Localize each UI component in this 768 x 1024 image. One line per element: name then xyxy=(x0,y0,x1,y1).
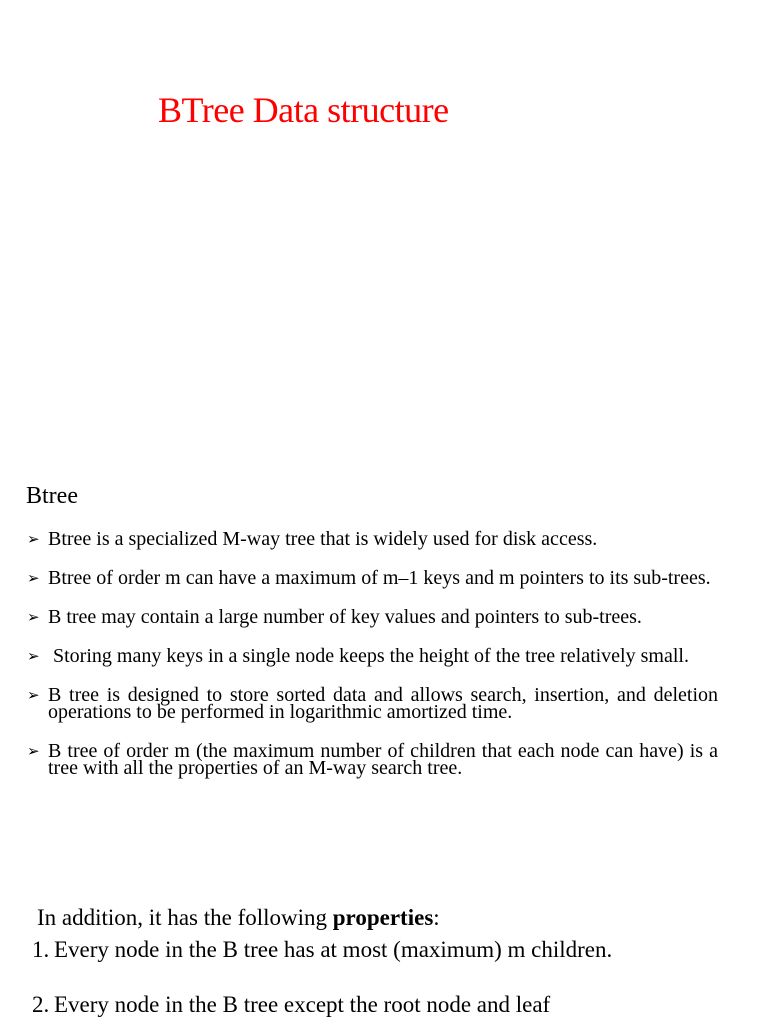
list-item xyxy=(32,937,674,962)
list-item xyxy=(26,645,718,667)
list-item xyxy=(26,740,718,779)
arrow-bullet-icon: ➢ xyxy=(27,647,40,665)
item-number: 2. xyxy=(32,992,50,1017)
arrow-bullet-icon: ➢ xyxy=(27,742,40,760)
intro-colon: : xyxy=(433,905,440,930)
list-item xyxy=(26,606,718,628)
bullet-text: B tree is designed to store sorted data and allows search, insertion, and deletion operations to be performed in logarithmic amortized time. xyxy=(48,684,718,723)
list-item xyxy=(26,528,718,550)
arrow-bullet-icon: ➢ xyxy=(27,686,40,704)
bullet-text: Storing many keys in a single node keeps the height of the tree relatively small. xyxy=(48,645,689,667)
intro-bold-text: properties xyxy=(332,905,434,930)
intro-text: In addition, it has the following xyxy=(37,905,333,930)
page-title: BTree Data structure xyxy=(158,90,449,130)
list-item xyxy=(32,992,674,1017)
property-text: Every node in the B tree has at most (maximum) m children. xyxy=(54,937,613,962)
arrow-bullet-icon: ➢ xyxy=(27,608,40,626)
bullet-text: Btree of order m can have a maximum of m–1 keys and m pointers to its sub-trees. xyxy=(48,567,711,589)
bullet-list xyxy=(26,528,718,799)
list-item xyxy=(26,684,718,723)
properties-intro xyxy=(37,903,440,933)
section-heading: Btree xyxy=(26,483,78,509)
bullet-text: Btree is a specialized M-way tree that is widely used for disk access. xyxy=(48,528,598,550)
arrow-bullet-icon: ➢ xyxy=(27,530,40,548)
bullet-text: B tree may contain a large number of key values and pointers to sub-trees. xyxy=(48,606,642,628)
bullet-text: B tree of order m (the maximum number of children that each node can have) is a tree with all the properties of an M-way search tree. xyxy=(48,740,718,779)
properties-list xyxy=(32,937,674,1024)
arrow-bullet-icon: ➢ xyxy=(27,569,40,587)
item-number: 1. xyxy=(32,937,50,962)
list-item xyxy=(26,567,718,589)
property-text: Every node in the B tree except the root node and leaf xyxy=(54,992,551,1017)
